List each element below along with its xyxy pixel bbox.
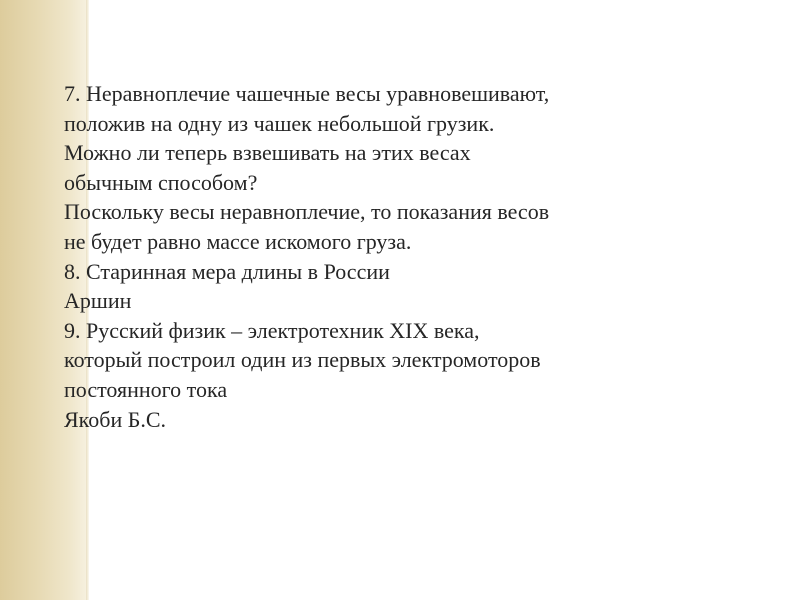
question-8-line: 8. Старинная мера длины в России: [64, 258, 390, 284]
question-7-line-3: Можно ли теперь взвешивать на этих весах: [64, 140, 471, 166]
answer-9-line: Якоби Б.С.: [64, 406, 167, 432]
question-7-line-1: 7. Неравноплечие чашечные весы уравновешивают,: [64, 81, 550, 106]
question-9-line-2: который построил один из первых электромоторов: [64, 347, 541, 373]
question-7-line-2: положив на одну из чашек небольшой грузик.: [64, 110, 495, 136]
question-7-line-4: обычным способом?: [64, 169, 258, 195]
question-9-line-1: 9. Русский физик – электротехник XIX века,: [64, 317, 480, 343]
answer-8-line: Аршин: [64, 288, 132, 314]
question-9-line-3: постоянного тока: [64, 376, 228, 402]
answer-7-line-2: не будет равно массе искомого груза.: [64, 228, 412, 254]
answer-7-line-1: Поскольку весы неравноплечие, то показания весов: [64, 199, 550, 225]
slide-text-block: [64, 79, 784, 434]
